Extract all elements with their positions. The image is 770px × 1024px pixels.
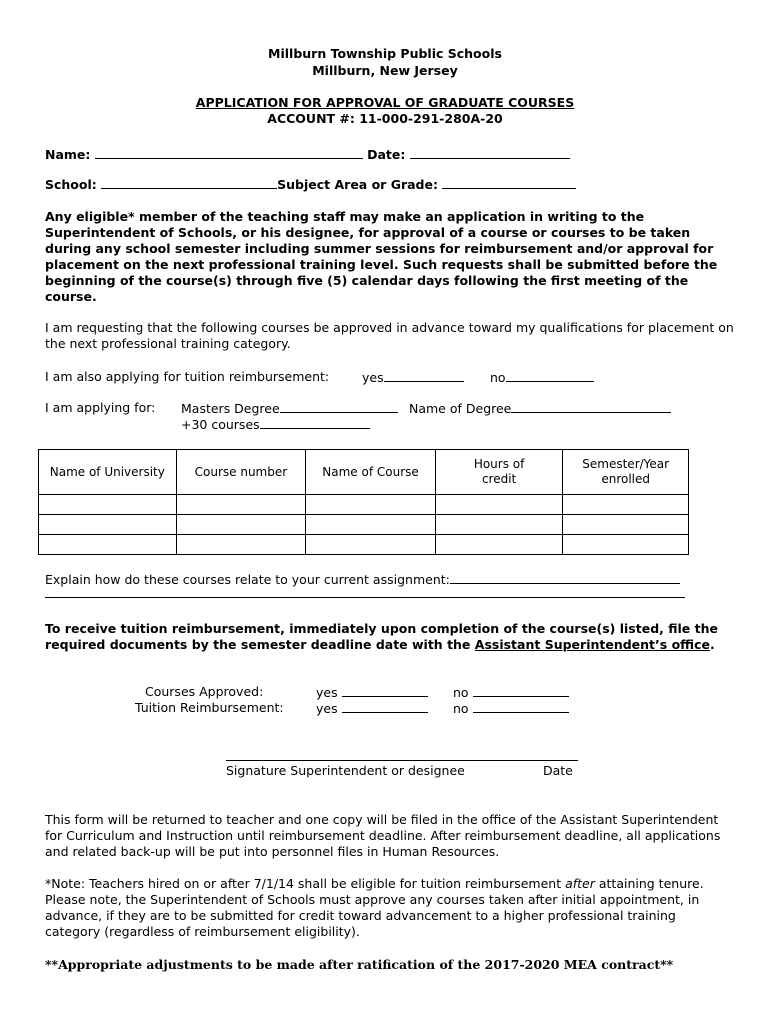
org-location: Millburn, New Jersey — [312, 63, 458, 78]
name-field[interactable] — [95, 146, 363, 159]
col-course-name: Name of Course — [306, 450, 436, 495]
table-cell[interactable] — [176, 535, 306, 555]
date-field[interactable] — [410, 146, 570, 159]
school-label: School: — [45, 177, 97, 192]
tuition-no — [490, 369, 594, 385]
tuition-no-label: no — [490, 370, 506, 385]
school-field-row — [45, 176, 576, 192]
table-cell[interactable] — [306, 495, 436, 515]
explain-field[interactable] — [450, 571, 680, 584]
subject-label: Subject Area or Grade: — [277, 177, 438, 192]
tuition-row — [45, 369, 329, 384]
tuition-yes-label: yes — [362, 370, 384, 385]
courses-approved-yes-field[interactable] — [342, 684, 428, 697]
col-course-number: Course number — [176, 450, 306, 495]
explain-field-line-2[interactable] — [45, 585, 685, 598]
tuition-reimbursement-label: Tuition Reimbursement: — [135, 700, 284, 715]
tuition-approved-no-label: no — [453, 701, 469, 716]
tuition-yes — [362, 369, 464, 385]
courses-table — [38, 449, 689, 555]
tuition-approved-yes-label: yes — [316, 701, 338, 716]
table-cell[interactable] — [306, 515, 436, 535]
masters-row — [181, 400, 398, 416]
table-cell[interactable] — [563, 515, 689, 535]
reimbursement-paragraph — [45, 621, 735, 653]
table-cell[interactable] — [176, 495, 306, 515]
plus30-label: +30 courses — [181, 417, 260, 432]
degree-name-label: Name of Degree — [409, 401, 512, 416]
note-italic: after — [565, 876, 595, 891]
signature-line[interactable] — [226, 748, 578, 761]
table-cell[interactable] — [563, 495, 689, 515]
note-text-before: *Note: Teachers hired on or after 7/1/14 shall be eligible for tuition reimbursement — [45, 876, 566, 891]
table-header-row — [39, 450, 689, 495]
subject-field[interactable] — [442, 176, 576, 189]
adjustments-note: **Appropriate adjustments to be made after ratification of the 2017-2020 MEA contract** — [45, 957, 674, 972]
tuition-approved-yes-field[interactable] — [342, 700, 428, 713]
col-hours — [435, 450, 563, 495]
reimbursement-text: To receive tuition reimbursement, immediately upon completion of the course(s) listed, file the required documents by the semester deadline date with the — [45, 621, 718, 652]
plus30-field[interactable] — [260, 416, 370, 429]
courses-approved-yes — [316, 684, 428, 700]
table-cell[interactable] — [435, 495, 563, 515]
reimbursement-end: . — [709, 637, 715, 652]
table-row — [39, 535, 689, 555]
masters-label: Masters Degree — [181, 401, 280, 416]
org-name: Millburn Township Public Schools — [268, 46, 502, 61]
courses-approved-no-field[interactable] — [473, 684, 569, 697]
table-row — [39, 515, 689, 535]
col-semester-label: Semester/Year enrolled — [582, 457, 670, 486]
name-label: Name: — [45, 147, 91, 162]
tuition-approved-yes — [316, 700, 428, 716]
table-cell[interactable] — [39, 515, 177, 535]
name-field-row — [45, 146, 570, 162]
table-cell[interactable] — [39, 535, 177, 555]
account-number: ACCOUNT #: 11-000-291-280A-20 — [267, 111, 503, 126]
eligibility-paragraph: Any eligible* member of the teaching staff may make an application in writing to the Superintendent of Schools, or his designee, for approval of a course or courses to be taken during any school semester including summer sessions for reimbursement and/or approval for placement on the next professional training level. Such requests shall be submitted before the beginning of the course(s) through five (5) calendar days following the first meeting of the course. — [45, 209, 718, 304]
courses-approved-no-label: no — [453, 685, 469, 700]
tuition-approved-no — [453, 700, 569, 716]
note-paragraph — [45, 876, 735, 940]
assistant-superintendent-office: Assistant Superintendent’s office — [474, 637, 710, 652]
degree-name-field[interactable] — [511, 400, 671, 413]
form-title: APPLICATION FOR APPROVAL OF GRADUATE COURSES — [195, 95, 575, 110]
col-semester — [563, 450, 689, 495]
table-cell[interactable] — [435, 515, 563, 535]
signature-label: Signature Superintendent or designee — [226, 763, 465, 778]
plus30-row — [181, 416, 370, 432]
table-cell[interactable] — [435, 535, 563, 555]
col-university: Name of University — [39, 450, 177, 495]
signature-date-label: Date — [543, 763, 573, 778]
applying-label: I am applying for: — [45, 400, 156, 415]
return-policy-paragraph: This form will be returned to teacher and one copy will be filed in the office of the Assistant Superintendent for Curriculum and Instruction until reimbursement deadline. After reimbursement deadline, all applications and related back-up will be put into personnel files in Human Resources. — [45, 812, 721, 859]
courses-approved-label: Courses Approved: — [145, 684, 264, 699]
masters-field[interactable] — [280, 400, 398, 413]
school-field[interactable] — [101, 176, 277, 189]
table-cell[interactable] — [306, 535, 436, 555]
tuition-label: I am also applying for tuition reimbursement: — [45, 369, 330, 384]
degree-name-row — [409, 400, 671, 416]
request-paragraph: I am requesting that the following courses be approved in advance toward my qualifications for placement on the next professional training category. — [45, 320, 734, 351]
date-label: Date: — [367, 147, 406, 162]
table-cell[interactable] — [39, 495, 177, 515]
table-cell[interactable] — [176, 515, 306, 535]
table-cell[interactable] — [563, 535, 689, 555]
courses-approved-no — [453, 684, 569, 700]
note-text-after: attaining tenure. Please note, the Superintendent of Schools must approve any courses taken after initial appointment, in advance, if they are to be submitted for credit toward advancement to a higher professional training category (regardless of reimbursement eligibility). — [45, 876, 704, 939]
tuition-approved-no-field[interactable] — [473, 700, 569, 713]
explain-label: Explain how do these courses relate to your current assignment: — [45, 572, 450, 587]
col-hours-label: Hours of credit — [473, 457, 525, 486]
table-row — [39, 495, 689, 515]
tuition-yes-field[interactable] — [384, 369, 464, 382]
courses-approved-yes-label: yes — [316, 685, 338, 700]
tuition-no-field[interactable] — [506, 369, 594, 382]
